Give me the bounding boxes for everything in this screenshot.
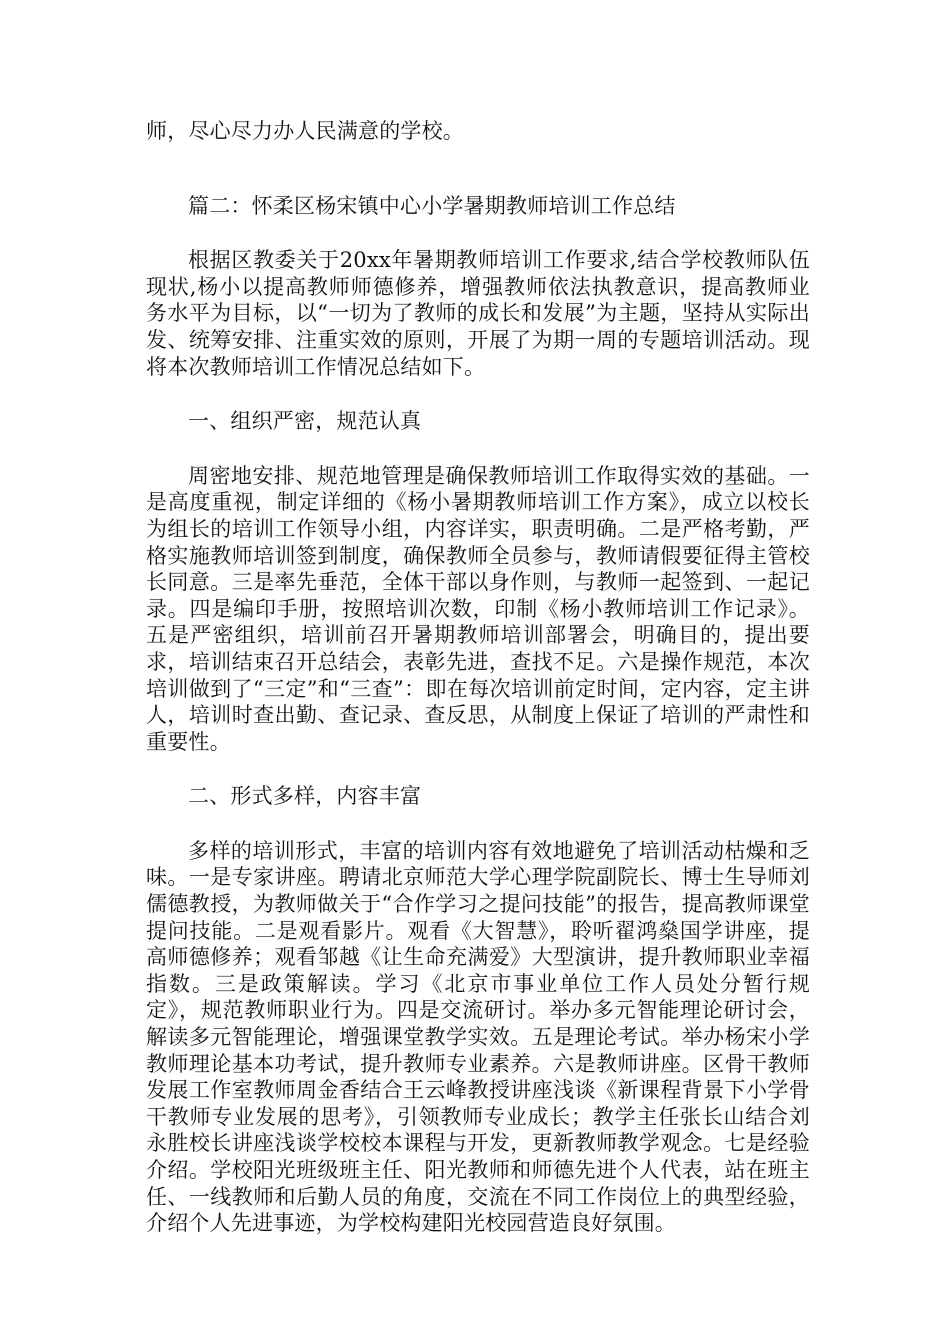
section-title: 篇二：怀柔区杨宋镇中心小学暑期教师培训工作总结 <box>188 193 676 218</box>
carryover-paragraph: 师，尽心尽力办人民满意的学校。 <box>146 119 464 143</box>
section2-body: 多样的培训形式，丰富的培训内容有效地避免了培训活动枯燥和乏味。一是专家讲座。聘请北京师范大学心理学院副院长、博士生导师刘儒德教授，为教师做关于“合作学习之提问技能”的报告，提高教师课堂提问技能。二是观看影片。观看《大智慧》，聆听翟鸿燊国学讲座，提高师德修养；观看邹越《让生命充满爱》大型演讲，提升教师职业幸福指数。三是政策解读。学习《北京市事业单位工作人员处分暂行规定》，规范教师职业行为。四是交流研讨。举办多元智能理论研讨会，解读多元智能理论，增强课堂教学实效。五是理论考试。举办杨宋小学教师理论基本功考试，提升教师专业素养。六是教师讲座。区骨干教师发展工作室教师周金香结合王云峰教授讲座浅谈《新课程背景下小学骨干教师专业发展的思考》，引领教师专业成长；教学主任张长山结合刘永胜校长讲座浅谈学校校本课程与开发，更新教师教学观念。七是经验介绍。学校阳光班级班主任、阳光教师和师德先进个人代表，站在班主任、一线教师和后勤人员的角度，交流在不同工作岗位上的典型经验，介绍个人先进事迹，为学校构建阳光校园营造良好氛围。 <box>146 838 810 1236</box>
section1-heading: 一、组织严密，规范认真 <box>188 409 422 434</box>
section1-body: 周密地安排、规范地管理是确保教师培训工作取得实效的基础。一是高度重视，制定详细的《杨小暑期教师培训工作方案》，成立以校长为组长的培训工作领导小组，内容详实，职责明确。二是严格考勤，严格实施教师培训签到制度，确保教师全员参与，教师请假要征得主管校长同意。三是率先垂范，全体干部以身作则，与教师一起签到、一起记录。四是编印手册，按照培训次数，印制《杨小教师培训工作记录》。五是严密组织，培训前召开暑期教师培训部署会，明确目的，提出要求，培训结束召开总结会，表彰先进，查找不足。六是操作规范，本次培训做到了“三定”和“三查”：即在每次培训前定时间，定内容，定主讲人，培训时查出勤、查记录、查反思，从制度上保证了培训的严肃性和重要性。 <box>146 463 810 754</box>
section2-heading: 二、形式多样，内容丰富 <box>188 784 422 809</box>
document-page <box>146 118 810 1237</box>
intro-paragraph: 根据区教委关于20xx年暑期教师培训工作要求,结合学校教师队伍现状,杨小以提高教师师德修养，增强教师依法执教意识，提高教师业务水平为目标，以“一切为了教师的成长和发展”为主题，坚持从实际出发、统筹安排、注重实效的原则，开展了为期一周的专题培训活动。现将本次教师培训工作情况总结如下。 <box>146 248 810 379</box>
